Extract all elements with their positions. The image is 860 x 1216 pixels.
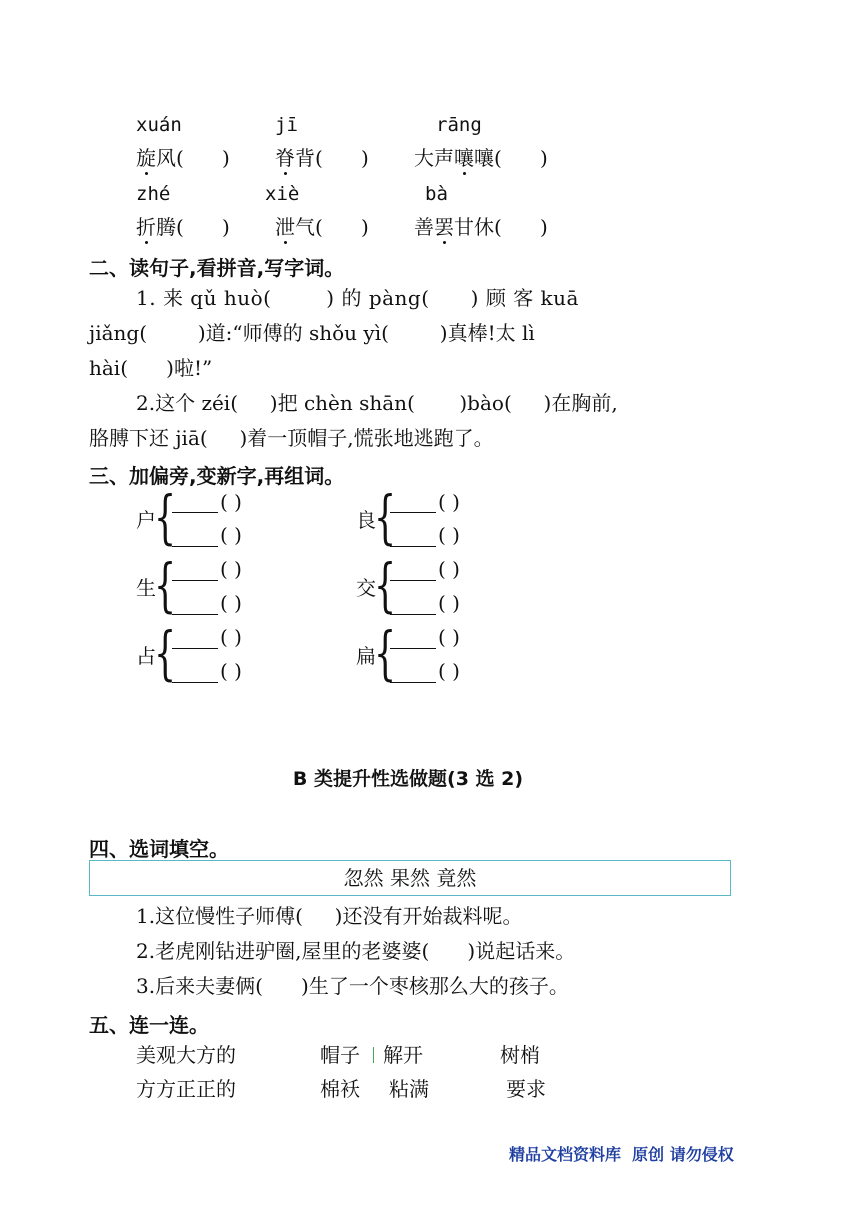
brace-icon: { bbox=[374, 483, 397, 551]
q1-line3: hài( )啦!” bbox=[89, 356, 213, 380]
pinyin-rang: rāng bbox=[436, 114, 482, 136]
s4-q3: 3.后来夫妻俩( )生了一个枣核那么大的孩子。 bbox=[136, 974, 569, 998]
blank-line[interactable] bbox=[390, 682, 436, 683]
base-char: 扁 bbox=[356, 644, 376, 668]
s4-q1: 1.这位慢性子师傅( )还没有开始裁料呢。 bbox=[136, 904, 523, 928]
word-rest: 风( ) bbox=[156, 146, 230, 170]
section-b-title: B 类提升性选做题(3 选 2) bbox=[292, 768, 524, 790]
pinyin-ba: bà bbox=[425, 183, 448, 205]
word-choice-box bbox=[89, 860, 731, 896]
answer-paren[interactable]: ( ) bbox=[220, 659, 242, 683]
answer-paren[interactable]: ( ) bbox=[438, 523, 460, 547]
text-cursor-icon bbox=[373, 1047, 374, 1063]
blank-line[interactable] bbox=[390, 546, 436, 547]
dotted-char: 罢 bbox=[434, 215, 454, 239]
blank-line[interactable] bbox=[172, 682, 218, 683]
answer-paren[interactable]: ( ) bbox=[220, 591, 242, 615]
brace-icon: { bbox=[374, 619, 397, 687]
base-char: 交 bbox=[356, 576, 376, 600]
word-choices: 忽然 果然 竟然 bbox=[343, 866, 477, 890]
word-xieqi bbox=[275, 215, 369, 239]
word-rest: 嚷( ) bbox=[474, 146, 548, 170]
section5-heading: 五、连一连。 bbox=[89, 1013, 209, 1037]
pinyin-xie: xiè bbox=[265, 183, 300, 205]
s4-q2: 2.老虎刚钻进驴圈,屋里的老婆婆( )说起话来。 bbox=[136, 939, 576, 963]
match-mid2-2: 粘满 bbox=[389, 1077, 429, 1101]
q1-line2: jiǎng( )道:“师傅的 shǒu yì( )真棒!太 lì bbox=[89, 321, 535, 345]
answer-paren[interactable]: ( ) bbox=[438, 659, 460, 683]
word-pre: 大声 bbox=[414, 146, 454, 170]
blank-line[interactable] bbox=[172, 580, 218, 581]
word-dashengrangrang bbox=[414, 146, 548, 170]
match-left-2: 方方正正的 bbox=[136, 1077, 236, 1101]
pinyin-ji: jī bbox=[275, 114, 298, 136]
answer-paren[interactable]: ( ) bbox=[220, 523, 242, 547]
base-char: 良 bbox=[356, 508, 376, 532]
section4-heading: 四、选词填空。 bbox=[89, 837, 229, 861]
brace-icon: { bbox=[154, 551, 177, 619]
answer-paren[interactable]: ( ) bbox=[220, 490, 242, 514]
answer-paren[interactable]: ( ) bbox=[438, 490, 460, 514]
word-rest: 气( ) bbox=[295, 215, 369, 239]
match-left-1: 美观大方的 bbox=[136, 1043, 236, 1067]
match-right-1: 树梢 bbox=[500, 1043, 540, 1067]
answer-paren[interactable]: ( ) bbox=[438, 591, 460, 615]
answer-paren[interactable]: ( ) bbox=[438, 557, 460, 581]
blank-line[interactable] bbox=[172, 648, 218, 649]
dotted-char: 折 bbox=[136, 215, 156, 239]
dotted-char: 脊 bbox=[275, 146, 295, 170]
match-mid-1: 帽子 bbox=[320, 1043, 360, 1067]
q2-line1: 2.这个 zéi( )把 chèn shān( )bào( )在胸前, bbox=[136, 391, 618, 415]
pinyin-zhe: zhé bbox=[136, 183, 171, 205]
word-zheteng bbox=[136, 215, 230, 239]
blank-line[interactable] bbox=[390, 648, 436, 649]
brace-icon: { bbox=[154, 619, 177, 687]
word-rest: 腾( ) bbox=[156, 215, 230, 239]
word-rest: 背( ) bbox=[295, 146, 369, 170]
word-xuanfeng bbox=[136, 146, 230, 170]
blank-line[interactable] bbox=[390, 512, 436, 513]
q1-line1: 1. 来 qǔ huò( ) 的 pàng( ) 顾 客 kuā bbox=[136, 286, 579, 310]
base-char: 占 bbox=[136, 644, 156, 668]
dotted-char: 旋 bbox=[136, 146, 156, 170]
base-char: 户 bbox=[136, 508, 156, 532]
word-jibei bbox=[275, 146, 369, 170]
section3-heading: 三、加偏旁,变新字,再组词。 bbox=[89, 464, 345, 488]
brace-icon: { bbox=[374, 551, 397, 619]
blank-line[interactable] bbox=[172, 614, 218, 615]
base-char: 生 bbox=[136, 576, 156, 600]
answer-paren[interactable]: ( ) bbox=[438, 625, 460, 649]
brace-icon: { bbox=[154, 483, 177, 551]
dotted-char: 泄 bbox=[275, 215, 295, 239]
section2-heading: 二、读句子,看拼音,写字词。 bbox=[89, 256, 345, 280]
pinyin-xuan: xuán bbox=[136, 114, 182, 136]
answer-paren[interactable]: ( ) bbox=[220, 557, 242, 581]
footer-watermark: 精品文档资料库 原创 请勿侵权 bbox=[509, 1145, 734, 1164]
match-right-2: 要求 bbox=[506, 1077, 546, 1101]
blank-line[interactable] bbox=[390, 580, 436, 581]
word-rest: 甘休( ) bbox=[454, 215, 548, 239]
blank-line[interactable] bbox=[390, 614, 436, 615]
match-mid-2: 棉袄 bbox=[320, 1077, 360, 1101]
dotted-char: 嚷 bbox=[454, 146, 474, 170]
word-shanbaganxiu bbox=[414, 215, 548, 239]
blank-line[interactable] bbox=[172, 512, 218, 513]
word-pre: 善 bbox=[414, 215, 434, 239]
answer-paren[interactable]: ( ) bbox=[220, 625, 242, 649]
match-mid2-1: 解开 bbox=[383, 1043, 423, 1067]
q2-line2: 胳膊下还 jiā( )着一顶帽子,慌张地逃跑了。 bbox=[89, 426, 494, 450]
blank-line[interactable] bbox=[172, 546, 218, 547]
